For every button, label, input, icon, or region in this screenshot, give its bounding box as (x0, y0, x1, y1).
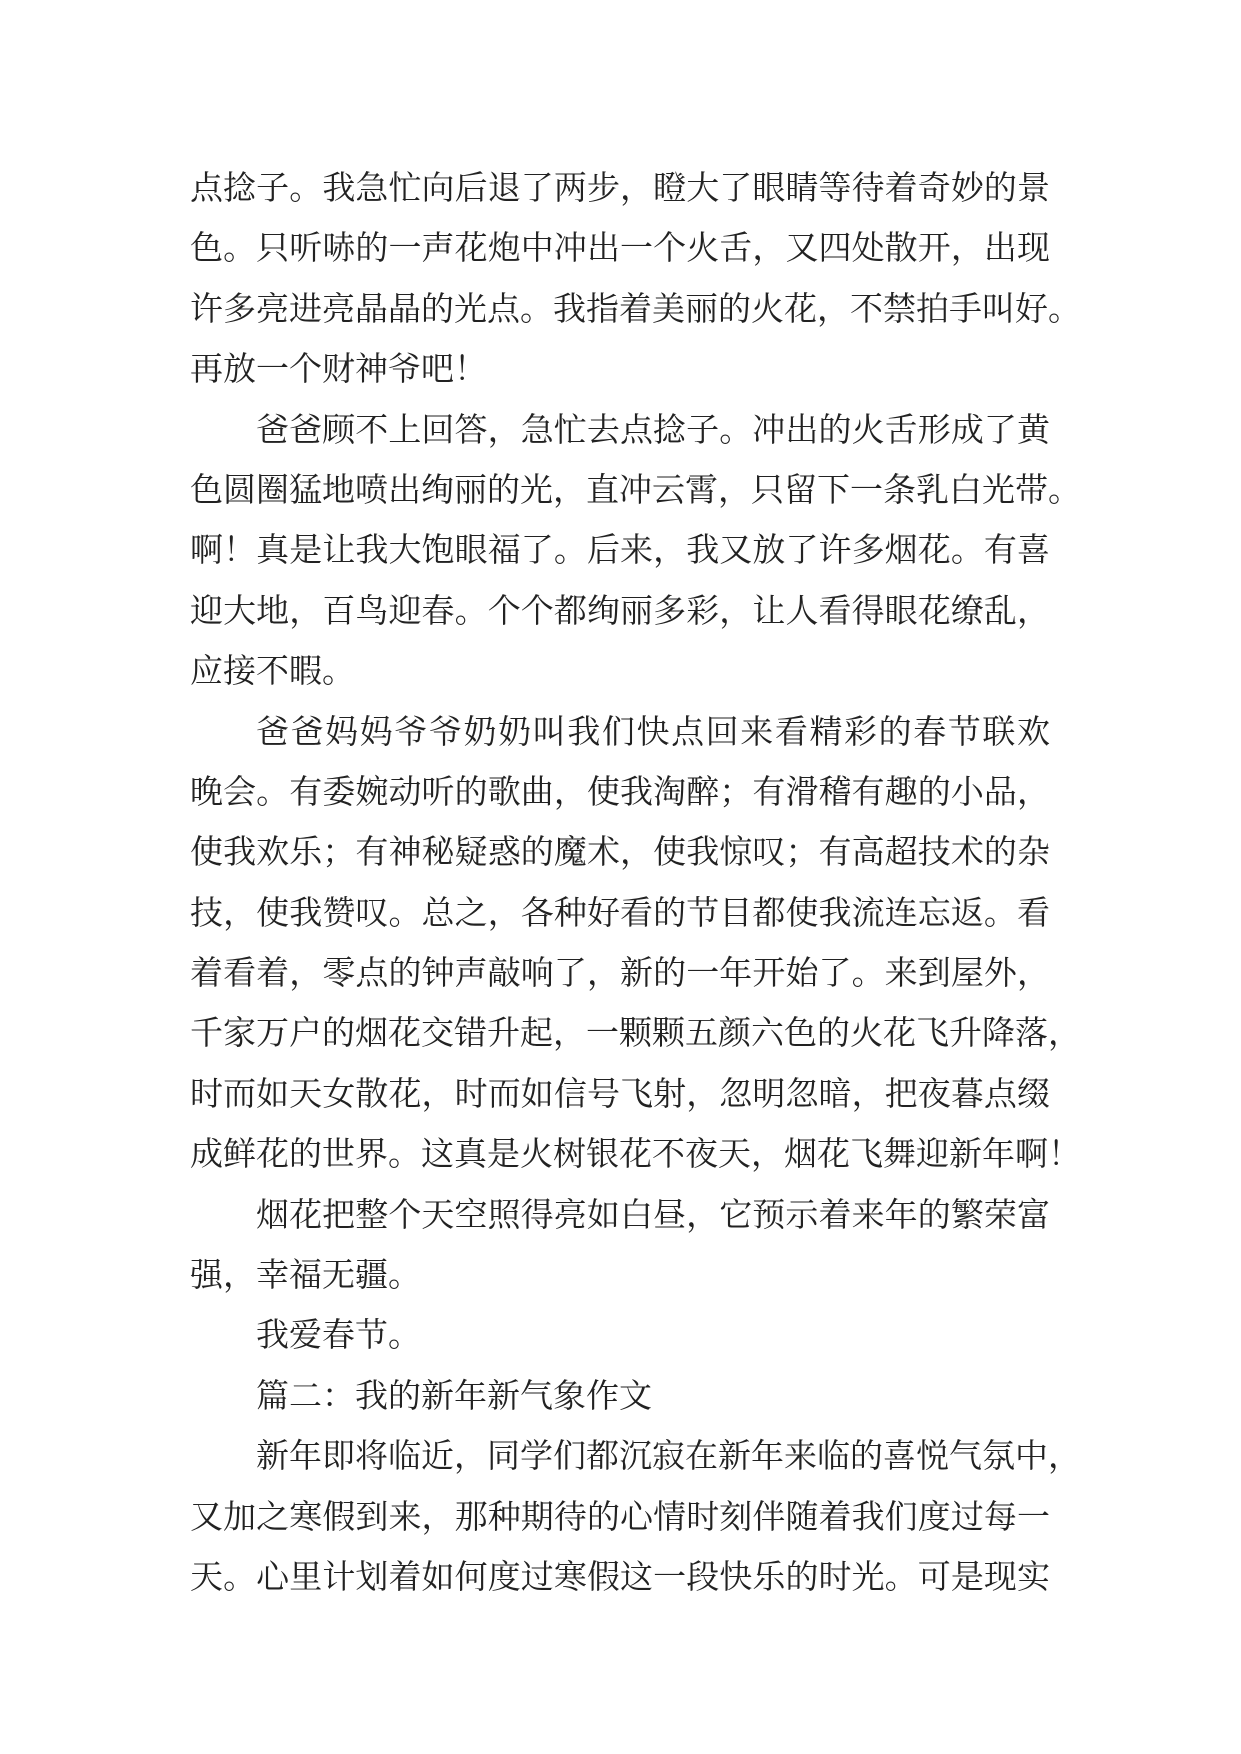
text-line: 我爱春节。 (256, 1315, 421, 1355)
text-line: 使我欢乐；有神秘疑惑的魔术，使我惊叹；有高超技术的杂 (190, 832, 1050, 872)
text-line: 天。心里计划着如何度过寒假这一段快乐的时光。可是现实 (190, 1556, 1050, 1596)
text-line: 啊！真是让我大饱眼福了。后来，我又放了许多烟花。有喜 (190, 530, 1050, 570)
text-line: 爸爸顾不上回答，急忙去点捻子。冲出的火舌形成了黄 (256, 409, 1050, 449)
text-line: 新年即将临近，同学们都沉寂在新年来临的喜悦气氛中， (256, 1436, 1081, 1476)
text-line: 晚会。有委婉动听的歌曲，使我淘醉；有滑稽有趣的小品， (190, 771, 1050, 811)
text-line: 技，使我赞叹。总之，各种好看的节目都使我流连忘返。看 (190, 892, 1050, 932)
text-line: 烟花把整个天空照得亮如白昼，它预示着来年的繁荣富 (256, 1194, 1050, 1234)
text-line: 强，幸福无疆。 (190, 1255, 421, 1295)
text-line: 又加之寒假到来，那种期待的心情时刻伴随着我们度过每一 (190, 1496, 1050, 1536)
text-line: 篇二：我的新年新气象作文 (256, 1375, 652, 1415)
text-line: 色。只听哧的一声花炮中冲出一个火舌，又四处散开，出现 (190, 228, 1050, 268)
text-line: 着看着，零点的钟声敲响了，新的一年开始了。来到屋外， (190, 953, 1050, 993)
text-line: 色圆圈猛地喷出绚丽的光，直冲云霄，只留下一条乳白光带。 (190, 469, 1081, 509)
text-line: 再放一个财神爷吧！ (190, 349, 487, 389)
text-line: 点捻子。我急忙向后退了两步，瞪大了眼睛等待着奇妙的景 (190, 168, 1050, 207)
text-line: 时而如天女散花，时而如信号飞射，忽明忽暗，把夜暮点缀 (190, 1073, 1050, 1113)
text-line: 爸爸妈妈爷爷奶奶叫我们快点回来看精彩的春节联欢 (256, 711, 1050, 751)
document-body (190, 158, 1081, 1607)
text-line: 应接不暇。 (190, 651, 355, 691)
text-line: 迎大地，百鸟迎春。个个都绚丽多彩，让人看得眼花缭乱， (190, 590, 1050, 630)
text-line: 成鲜花的世界。这真是火树银花不夜天，烟花飞舞迎新年啊！ (190, 1134, 1081, 1174)
text-line: 许多亮进亮晶晶的光点。我指着美丽的火花，不禁拍手叫好。 (190, 288, 1081, 328)
text-line: 千家万户的烟花交错升起，一颗颗五颜六色的火花飞升降落， (190, 1013, 1081, 1053)
